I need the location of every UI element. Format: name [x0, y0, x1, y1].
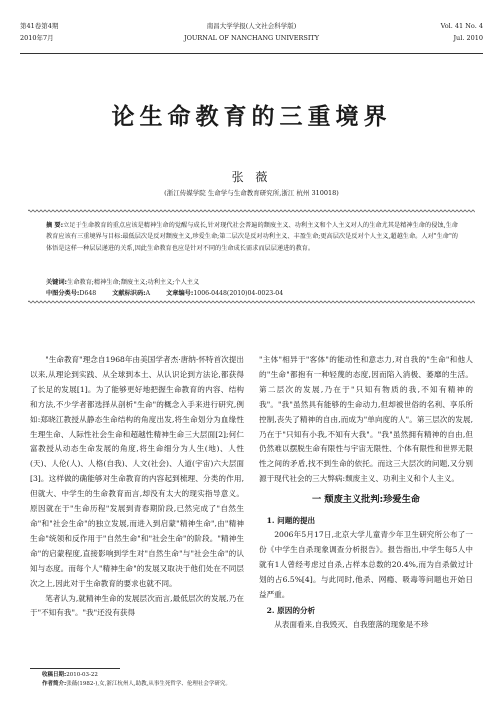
classification-line: [46, 288, 458, 299]
body-paragraph: "生命教育"理念自1968年由美国学者杰·唐纳·怀特首次提出以来,从理论到实践、从全球到本土、从认识论到方法论,都获得了长足的发展[1]。为了能够更好地把握生命教育的内容、结构和方法,不少学者都选择从剖析"生命"的概念入手来进行研究,例如:郑晓江教授从静态生命结构的角度出发,将生命划分为血缘性生理生命、人际性社会生命和超越性精神生命三大层面[2];何仁富教授从动态生命发展的角度,将生命细分为人生(地)、人性(天)、人伦(人)、人格(自我)、人文(社会)、人道(宇宙)六大层面[3]。这样做的确能够对生命教育的内容起到梳理、分类的作用,但就大、中学生的生命教育而言,却没有太大的现实指导意义。原因就在于"生命历程"发展到青春期阶段,已然完成了"自然生命"和"社会生命"的独立发展,而进入到启蒙"精神生命",由"精神生命"统领和反作用于"自然生命"和"社会生命"的阶段。"精神生命"的启蒙程度,直接影响到学生对"自然生命"与"社会生命"的认知与态度。而每个人"精神生命"的发展又取决于他们处在不同层次之上,因此对于生命教育的要求也就不同。: [30, 355, 244, 588]
section-heading: 一 颓废主义批判:珍爱生命: [312, 494, 420, 506]
article-no-label: 文章编号:: [166, 290, 194, 297]
author-bio-value: 张薇(1982-),女,浙江杭州人,助教,从事生死哲学、伦理社会学研究。: [66, 680, 231, 687]
header-date-en: Jul. 2010: [453, 34, 483, 42]
body-column-right: [259, 353, 473, 633]
article-title: 论生命教育的三重境界: [111, 104, 392, 130]
header-journal-name: [20, 20, 483, 44]
header-journal-cn: 南昌大学学报(人文社会科学版): [206, 22, 297, 30]
subsection-heading: 2. 原因的分析: [266, 605, 316, 615]
wavy-divider-top: [28, 209, 475, 213]
wavy-divider-bottom: [28, 300, 475, 304]
article-author: 张 薇: [231, 170, 272, 184]
doc-code-label: 文献标识码:: [112, 290, 146, 297]
header-volume: 第41卷第4期: [20, 22, 59, 30]
body-paragraph: 2006年5月17日,北京大学儿童青少年卫生研究所公布了一份《中学生自杀现象调查分析报告》。报告指出,中学生每5人中就有1人曾经考虑过自杀,占样本总数的20.4%,而为自杀做过计划的占6.5%[4]。与此同时,他杀、网瘾、吸毒等问题也开始日益严重。: [259, 530, 473, 599]
doc-code-value: A: [145, 290, 151, 297]
body-paragraph: "主体"相异于"客体"的能动性和意志力,对自我的"生命"和他人的"生命"都抱有一种轻蔑的态度,因而陷入消极、萎靡的生活。第二层次的发展,乃在于"只知有物质的我,不知有精神的我"。"我"虽然具有能够的生命动力,但却被世俗的名利、享乐所控制,丧失了精神的自由,而成为"单向度的人"。第三层次的发展,乃在于"只知有小我,不知有大我"。"我"虽然拥有精神的自由,但仍然难以摆脱生命有限性与宇宙无限性、个体有限性和世界无限性之间的矛盾,找不到生命的依托。而这三大层次的问题,又分别源于现代社会的三大弊病:颓废主义、功利主义和个人主义。: [259, 355, 473, 484]
footnote-rule: [30, 668, 120, 669]
header-volume-en: Vol. 41 No. 4: [440, 22, 483, 30]
footnote-received: [42, 671, 231, 680]
received-value: 2010-03-22: [66, 672, 98, 678]
keywords-label: 关键词:: [46, 279, 68, 286]
body-paragraph: 从表面看来,自我毁灭、自我堕落的现象是不珍: [274, 619, 429, 629]
clc-label: 中图分类号:: [46, 290, 80, 297]
subsection-heading: 1. 问题的提出: [266, 516, 316, 526]
footnote: [42, 671, 231, 688]
body-column-left: [30, 353, 244, 621]
article-no-value: 1006-0448(2010)04-0023-04: [193, 290, 284, 297]
author-bio-label: 作者简介:: [42, 680, 67, 687]
abstract-text: 立足于生命教育的重点应该是精神生命的觉醒与成长,针对现代社会普遍的颓废主义、功利主义和个人主义对人的生命尤其是精神生命的侵蚀,生命教育应该有三重境界与目标:最低层次是反对颓废主义,珍爱生命;第二层次是反对功利主义、丰盈生命;更高层次是反对个人主义,超越生命。人对"生命"的体悟是这样一种层层递进的关系,因此生命教育也应是针对不同的生命成长需求而层层递进的教育。: [46, 222, 458, 252]
keywords-text: 生命教育;精神生命;颓废主义;功利主义;个人主义: [67, 279, 200, 286]
abstract-label: 摘 要:: [46, 222, 64, 229]
keywords: [46, 277, 458, 288]
body-paragraph: 笔者认为,就精神生命的发展层次而言,最低层次的发展,乃在于"不知有我"。"我"还没有获得: [30, 593, 244, 618]
author-affiliation: (浙江传媒学院 生命学与生命教育研究所,浙江 杭州 310018): [164, 189, 339, 197]
abstract: [46, 220, 458, 254]
header-journal-en: JOURNAL OF NANCHANG UNIVERSITY: [183, 34, 320, 42]
header-issue-info-en: [441, 20, 483, 44]
header-date: 2010年7月: [20, 34, 54, 42]
running-header: [20, 20, 483, 54]
footnote-author-bio: [42, 680, 231, 689]
received-label: 收稿日期:: [42, 672, 67, 678]
clc-value: D648: [79, 290, 97, 297]
